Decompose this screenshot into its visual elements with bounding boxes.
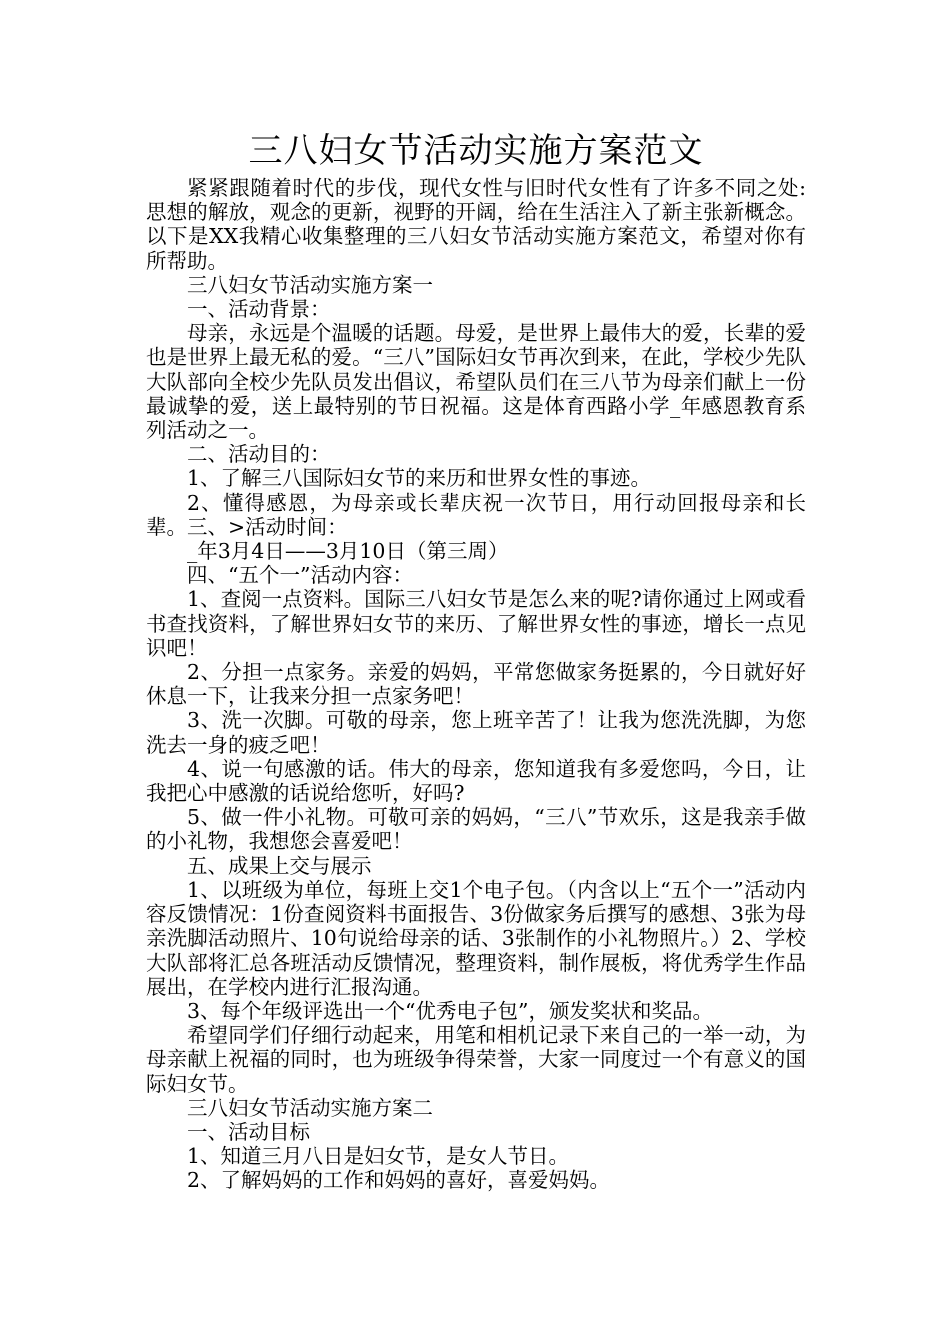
goal-item-1: 1、知道三月八日是妇女节，是女人节日。 xyxy=(187,1144,570,1169)
document-title: 三八妇女节活动实施方案范文 xyxy=(248,131,704,171)
intro-paragraph: 紧紧跟随着时代的步伐，现代女性与旧时代女性有了许多不同之处:思想的解放，观念的更新，视野的开阔，给在生活注入了新主张新概念。以下是XX我精心收集整理的三八妇女节活动实施方案范文，希望对你有所帮助。 xyxy=(146,176,806,273)
section-heading-plan-two: 三八妇女节活动实施方案二 xyxy=(187,1095,433,1120)
heading-activity-goals: 一、活动目标 xyxy=(187,1119,310,1144)
heading-activity-background: 一、活动背景： xyxy=(187,297,331,322)
background-paragraph: 母亲，永远是个温暖的话题。母爱，是世界上最伟大的爱，长辈的爱也是世界上最无私的爱。“三八”国际妇女节再次到来，在此，学校少先队大队部向全校少先队员发出倡议，希望队员们在三八节为母亲们献上一份最诚挚的爱，送上最特别的节日祝福。这是体育西路小学_年感恩教育系列活动之一。 xyxy=(146,321,806,443)
results-item-3: 3、每个年级评选出一个“优秀电子包”，颁发奖状和奖品。 xyxy=(187,998,714,1023)
content-item-3: 3、洗一次脚。可敬的母亲，您上班辛苦了！让我为您洗洗脚，为您洗去一身的疲乏吧！ xyxy=(146,708,806,757)
document-page xyxy=(146,126,806,1193)
section-heading-plan-one: 三八妇女节活动实施方案一 xyxy=(187,272,433,297)
activity-time: _年3月4日——3月10日（第三周） xyxy=(187,539,509,564)
closing-paragraph: 希望同学们仔细行动起来，用笔和相机记录下来自己的一举一动，为母亲献上祝福的同时，也为班级争得荣誉，大家一同度过一个有意义的国际妇女节。 xyxy=(146,1023,806,1096)
results-item-1-2: 1、以班级为单位，每班上交1个电子包。（内含以上“五个一”活动内容反馈情况：1份查阅资料书面报告、3份做家务后撰写的感想、3张为母亲洗脚活动照片、10句说给母亲的话、3张制作的小礼物照片。）2、学校大队部将汇总各班活动反馈情况，整理资料，制作展板，将优秀学生作品展出，在学校内进行汇报沟通。 xyxy=(146,877,806,999)
purpose-item-1: 1、了解三八国际妇女节的来历和世界女性的事迹。 xyxy=(187,466,652,491)
heading-results: 五、成果上交与展示 xyxy=(187,853,372,878)
goal-item-2: 2、了解妈妈的工作和妈妈的喜好，喜爱妈妈。 xyxy=(187,1168,611,1193)
purpose-item-2: 2、懂得感恩，为母亲或长辈庆祝一次节日，用行动回报母亲和长辈。三、>活动时间： xyxy=(146,490,806,539)
content-item-2: 2、分担一点家务。亲爱的妈妈，平常您做家务挺累的，今日就好好休息一下，让我来分担一点家务吧！ xyxy=(146,660,806,709)
heading-activity-content: 四、“五个一”活动内容： xyxy=(187,563,413,588)
content-item-4: 4、说一句感激的话。伟大的母亲，您知道我有多爱您吗，今日，让我把心中感激的话说给您听，好吗? xyxy=(146,756,806,806)
content-item-5: 5、做一件小礼物。可敬可亲的妈妈，“三八”节欢乐，这是我亲手做的小礼物，我想您会喜爱吧！ xyxy=(146,805,806,854)
document-body xyxy=(146,176,806,1193)
heading-activity-purpose: 二、活动目的： xyxy=(187,442,331,467)
content-item-1: 1、查阅一点资料。国际三八妇女节是怎么来的呢?请你通过上网或看书查找资料，了解世界妇女节的来历、了解世界女性的事迹，增长一点见识吧！ xyxy=(146,587,806,660)
